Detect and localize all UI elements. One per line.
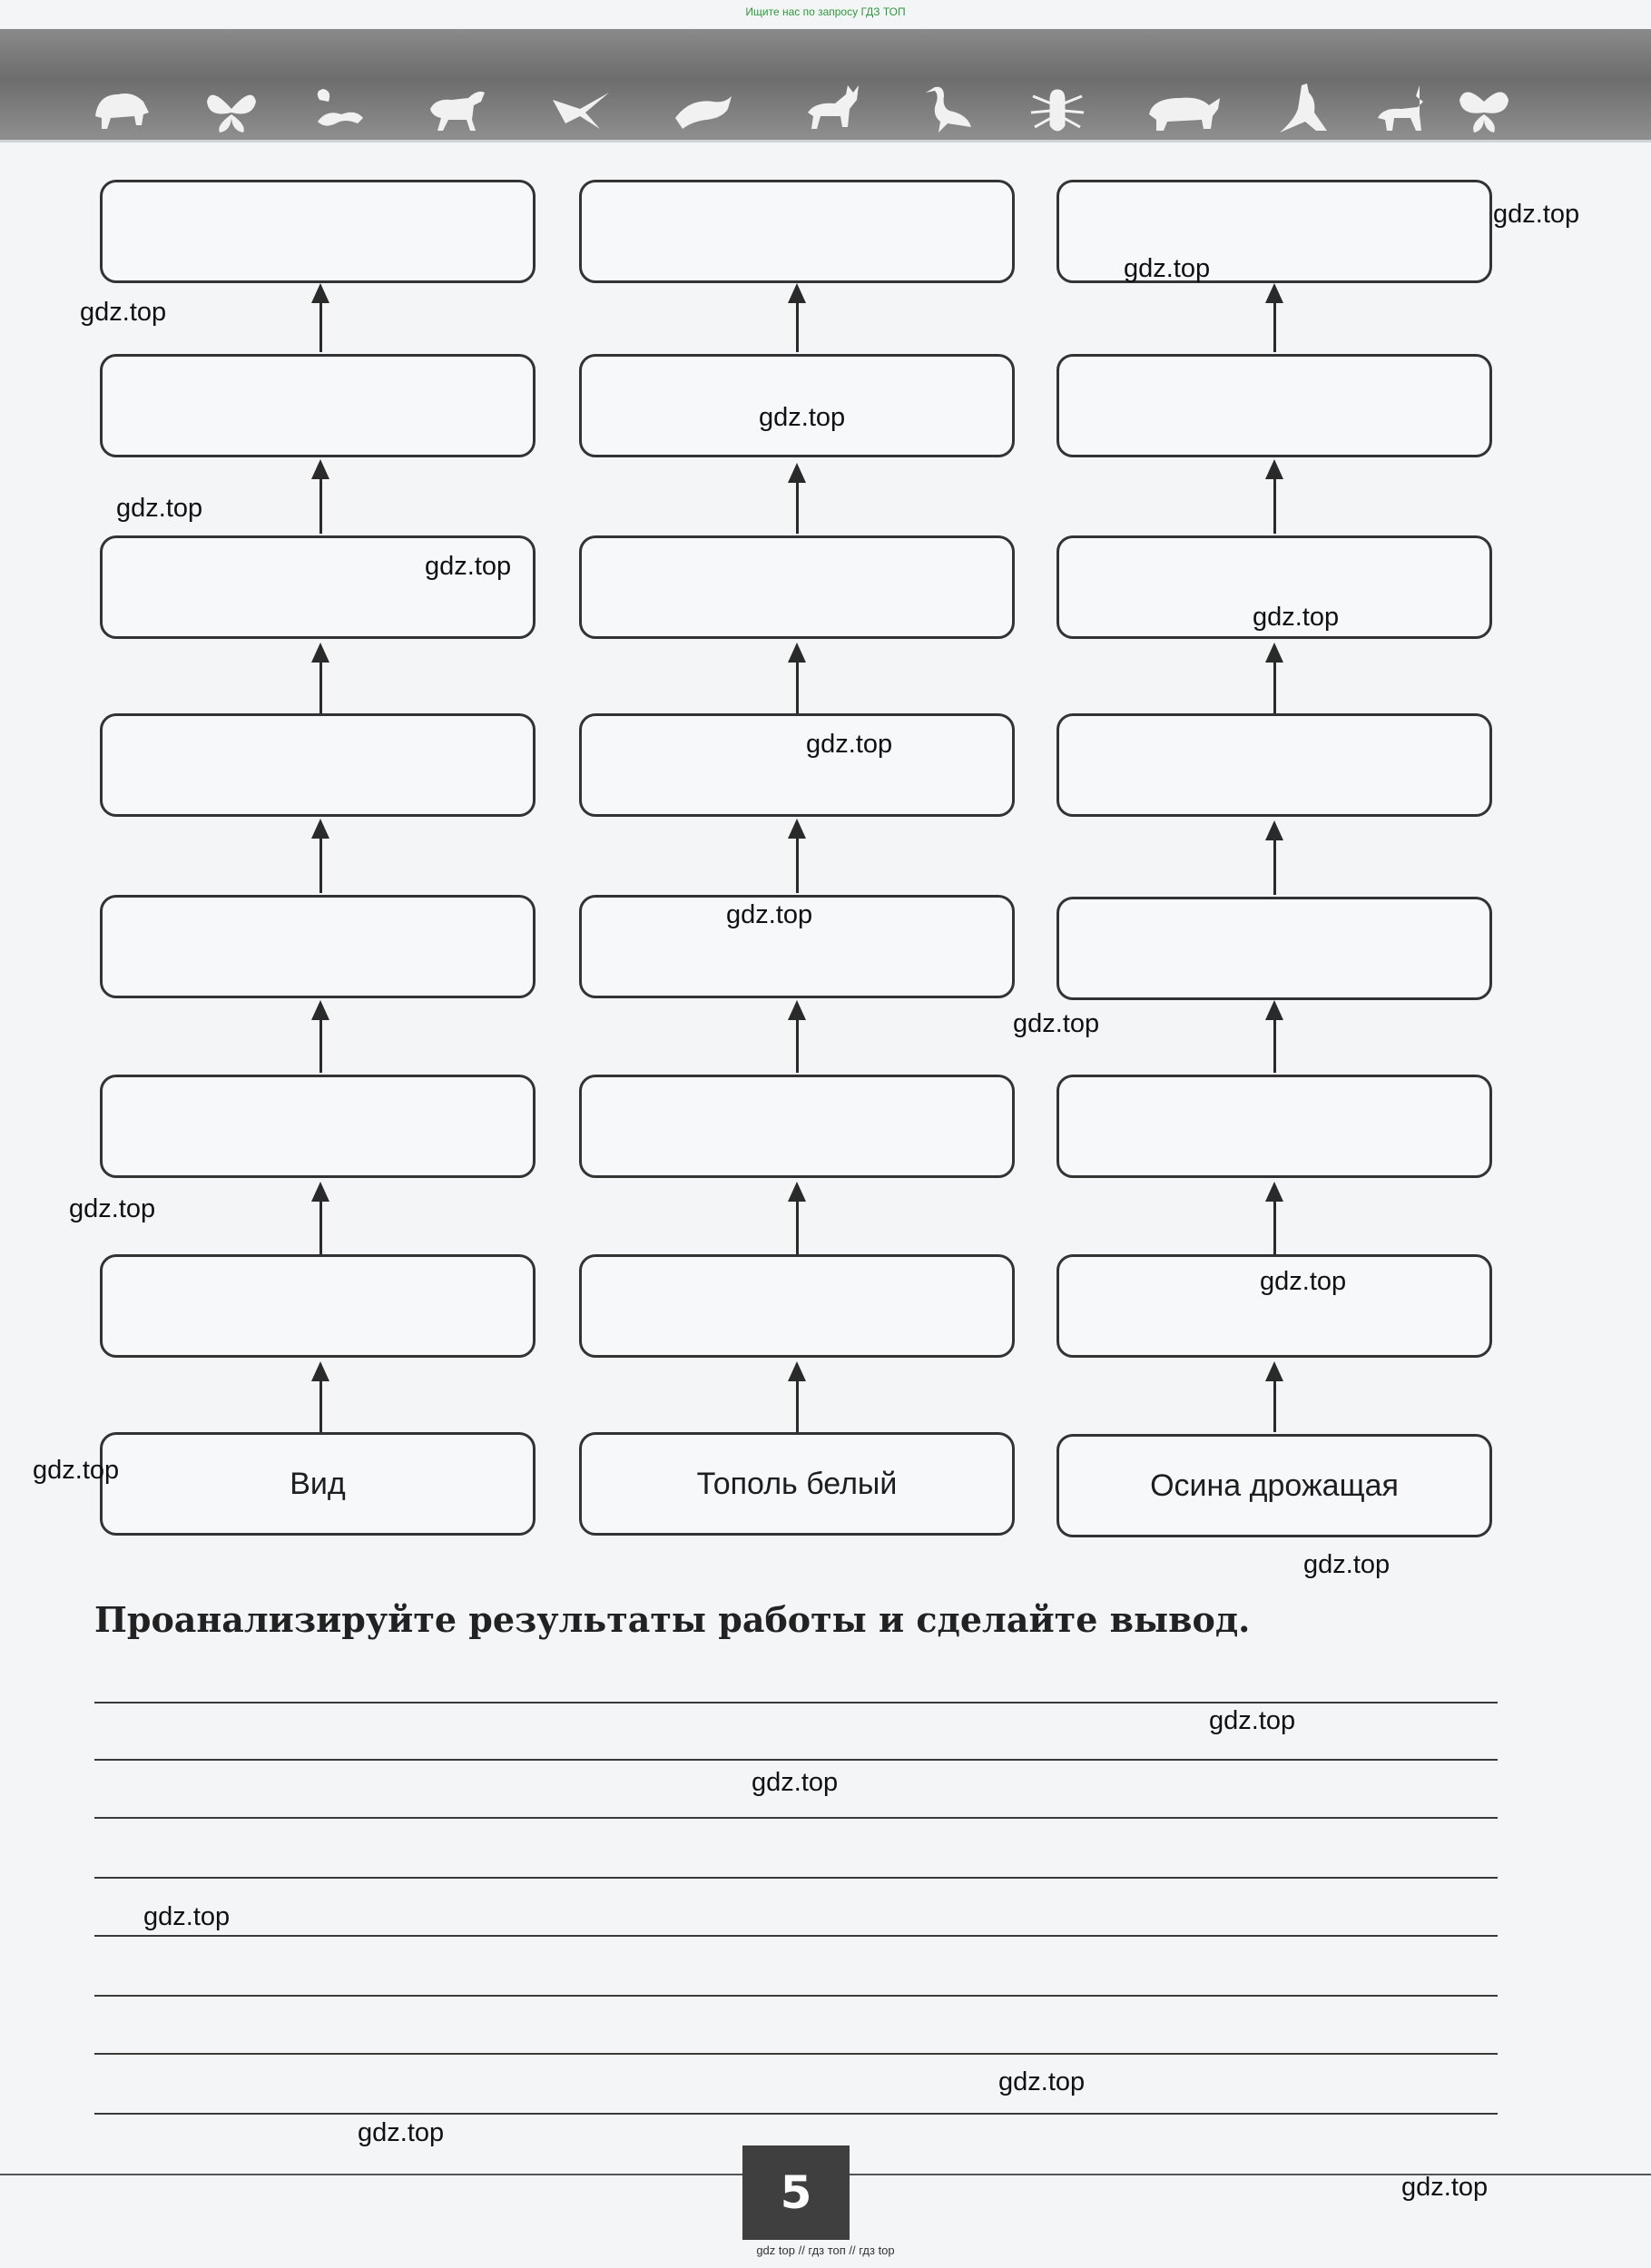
watermark: gdz.top xyxy=(143,1902,231,1931)
diagram-box xyxy=(100,713,536,817)
answer-line[interactable] xyxy=(94,1935,1498,1937)
watermark: gdz.top xyxy=(759,403,846,432)
watermark: gdz.top xyxy=(1260,1267,1347,1296)
diagram-box xyxy=(100,1254,536,1358)
diagram-box xyxy=(100,180,536,283)
heron-icon xyxy=(917,82,980,136)
diagram-box xyxy=(1056,180,1492,283)
watermark: gdz.top xyxy=(1013,1009,1100,1038)
watermark: gdz.top xyxy=(1253,603,1340,632)
watermark: gdz.top xyxy=(1209,1706,1296,1735)
watermark: gdz.top xyxy=(726,900,813,929)
answer-line[interactable] xyxy=(94,2053,1498,2055)
diagram-box xyxy=(1056,1075,1492,1178)
diagram-box xyxy=(100,354,536,457)
arrow-up-icon xyxy=(319,659,322,713)
diagram-box xyxy=(100,895,536,998)
arrow-up-icon xyxy=(1273,1016,1276,1073)
dolphin-icon xyxy=(672,82,735,136)
arrow-up-icon xyxy=(796,835,799,893)
arrow-up-icon xyxy=(1273,659,1276,713)
bird-icon xyxy=(549,82,613,136)
watermark: gdz.top xyxy=(425,552,512,581)
arrow-up-icon xyxy=(1273,1198,1276,1254)
watermark: gdz.top xyxy=(998,2067,1086,2096)
arrow-up-icon xyxy=(796,659,799,713)
arrow-up-icon xyxy=(796,1198,799,1254)
arrow-up-icon xyxy=(1273,299,1276,352)
watermark: gdz.top xyxy=(752,1768,839,1797)
arrow-up-icon xyxy=(796,479,799,534)
diagram-box xyxy=(1056,897,1492,1000)
watermark: gdz.top xyxy=(116,494,203,523)
kangaroo-icon xyxy=(1271,82,1334,136)
answer-line[interactable] xyxy=(94,2113,1498,2115)
watermark: gdz.top xyxy=(1493,200,1580,229)
watermark: gdz.top xyxy=(69,1194,156,1223)
arrow-up-icon xyxy=(319,476,322,534)
top-note: Ищите нас по запросу ГДЗ ТОП xyxy=(745,5,906,18)
butterfly-icon xyxy=(200,82,263,136)
footer-note: gdz top // гдз топ // гдз top xyxy=(756,2243,895,2257)
arrow-up-icon xyxy=(796,1378,799,1432)
diagram-box xyxy=(579,1075,1015,1178)
diagram-box xyxy=(579,535,1015,639)
butterfly-icon xyxy=(1452,82,1516,136)
moose-icon xyxy=(799,82,862,136)
diagram-box xyxy=(579,180,1015,283)
animal-row xyxy=(91,82,1507,145)
task-instruction: Проанализируйте результаты работы и сделайте вывод. xyxy=(94,1599,1251,1640)
insect-icon xyxy=(1026,82,1089,136)
base-label: Осина дрожащая xyxy=(1150,1468,1399,1503)
arrow-up-icon xyxy=(1273,1378,1276,1432)
watermark: gdz.top xyxy=(33,1456,120,1485)
answer-line[interactable] xyxy=(94,1817,1498,1819)
base-box-topol xyxy=(579,1432,1015,1536)
bison-icon xyxy=(91,82,154,136)
horse-icon xyxy=(427,82,490,136)
arrow-up-icon xyxy=(319,1378,322,1432)
arrow-up-icon xyxy=(319,299,322,352)
base-label: Тополь белый xyxy=(696,1466,898,1501)
answer-line[interactable] xyxy=(94,1759,1498,1761)
arrow-up-icon xyxy=(319,1016,322,1073)
page-number: 5 xyxy=(742,2145,850,2240)
base-label: Вид xyxy=(290,1466,346,1501)
arrow-up-icon xyxy=(319,835,322,893)
rhino-icon xyxy=(1144,82,1225,136)
diagram-box xyxy=(100,1075,536,1178)
watermark: gdz.top xyxy=(1401,2173,1489,2202)
diagram-box xyxy=(1056,713,1492,817)
answer-line[interactable] xyxy=(94,1995,1498,1997)
base-box-vid xyxy=(100,1432,536,1536)
arrow-up-icon xyxy=(796,299,799,352)
diagram-box xyxy=(579,1254,1015,1358)
arrow-up-icon xyxy=(319,1198,322,1254)
watermark: gdz.top xyxy=(358,2118,445,2147)
scorpion-icon xyxy=(309,82,372,136)
arrow-up-icon xyxy=(1273,476,1276,534)
watermark: gdz.top xyxy=(806,730,893,759)
base-box-osina xyxy=(1056,1434,1492,1537)
watermark: gdz.top xyxy=(1124,254,1211,283)
watermark: gdz.top xyxy=(1303,1550,1391,1579)
diagram-box xyxy=(1056,354,1492,457)
arrow-up-icon xyxy=(1273,837,1276,895)
arrow-up-icon xyxy=(796,1016,799,1073)
watermark: gdz.top xyxy=(80,298,167,327)
answer-line[interactable] xyxy=(94,1702,1498,1703)
diagram-box xyxy=(579,713,1015,817)
answer-line[interactable] xyxy=(94,1877,1498,1879)
antelope-icon xyxy=(1371,82,1434,136)
